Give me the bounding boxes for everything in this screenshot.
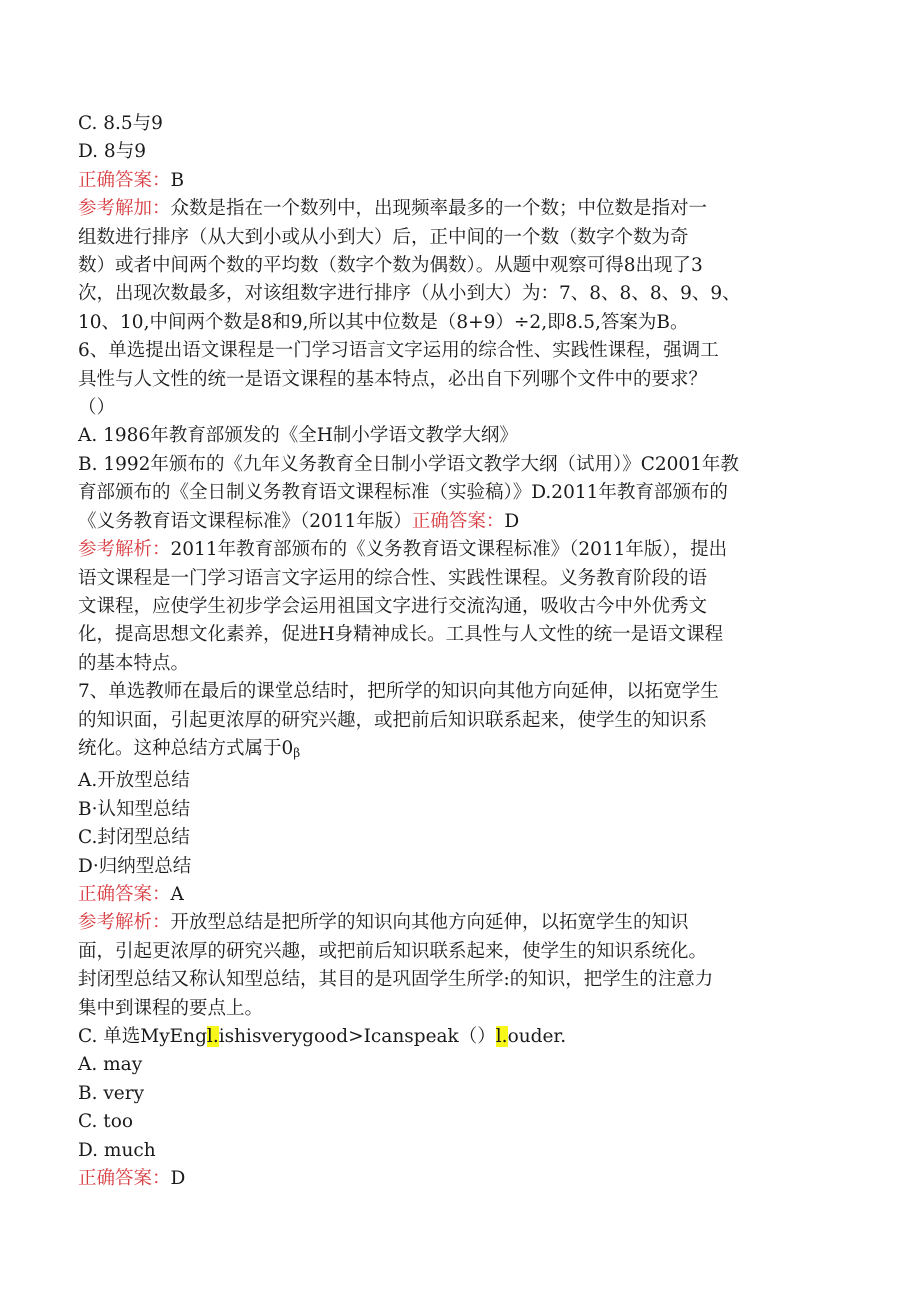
q7-option-d: D·归纳型总结: [78, 855, 192, 877]
stem-text: ouder.: [507, 1026, 567, 1047]
q7-answer: [78, 881, 848, 909]
option-d-tail: 《义务教育语文课程标准》（2011年版）: [78, 510, 412, 532]
q6-stem-line: 6、单选提出语文课程是一门学习语言文字运用的综合性、实践性课程，强调工: [78, 340, 719, 362]
q7-option-a: A.开放型总结: [78, 770, 190, 792]
q8-stem: [78, 1023, 848, 1051]
q6-option-a: A. 1986年教育部颁发的《全H制小学语文教学大纲》: [78, 425, 518, 447]
explain-text: 2011年教育部颁布的《义务教育语文课程标准》（2011年版），提出: [170, 539, 728, 561]
q8-option-b: B. very: [78, 1082, 145, 1104]
explain-label: 参考解析：: [78, 912, 171, 934]
q5-option-d: D. 8与9: [78, 141, 146, 163]
q6-explain-line: 文课程，应使学生初步学会运用祖国文字进行交流沟通，吸收古今中外优秀文: [78, 595, 708, 617]
stem-text: C. 单选MyEng: [78, 1026, 207, 1047]
q7-explain-line: 封闭型总结又称认知型总结，其目的是巩固学生所学:的知识，把学生的注意力: [78, 969, 714, 991]
q7-explain-line: [78, 909, 848, 937]
answer-label: 正确答案：: [78, 1168, 171, 1190]
q6-explain-line: 的基本特点。: [78, 652, 190, 674]
answer-value: B: [170, 169, 185, 191]
q8-option-a: A. may: [78, 1054, 143, 1076]
explain-label: 参考解析：: [78, 539, 171, 561]
answer-label: 正确答案：: [78, 169, 171, 191]
q6-explain-line: 语文课程是一门学习语言文字运用的综合性、实践性课程。义务教育阶段的语: [78, 567, 708, 589]
explain-text: 众数是指在一个数列中，出现频率最多的一个数；中位数是指对一: [170, 198, 708, 220]
q5-explain-line: 组数进行排序（从大到小或从小到大）后，正中间的一个数（数字个数为奇: [78, 226, 689, 248]
answer-value: A: [170, 883, 184, 905]
q6-option-d-answer: [78, 508, 848, 536]
q5-explain-line: [78, 195, 848, 223]
q7-option-b: B·认知型总结: [78, 798, 190, 820]
q6-stem-line: （）: [78, 397, 116, 419]
q7-stem-line: 的知识面，引起更浓厚的研究兴趣，或把前后知识联系起来，使学生的知识系: [78, 709, 708, 731]
q6-explain-line: [78, 536, 848, 564]
q7-explain-line: 集中到课程的要点上。: [78, 997, 264, 1019]
q5-explain-line: 数）或者中间两个数的平均数（数字个数为偶数）。从题中观察可得8出现了3: [78, 255, 703, 277]
stem-text: 统化。这种总结方式属于0: [78, 737, 294, 759]
q7-stem-line: [78, 735, 848, 767]
q5-answer: [78, 167, 848, 195]
q5-option-c: C. 8.5与9: [78, 113, 163, 134]
q6-explain-line: 化，提高思想文化素养，促进H身精神成长。工具性与人文性的统一是语文课程: [78, 624, 724, 646]
q6-options-line: B. 1992年颁布的《九年义务教育全日制小学语文教学大纲（试用）》C2001年教: [78, 453, 739, 475]
q7-option-c: C.封闭型总结: [78, 827, 190, 849]
answer-value: D: [504, 510, 520, 532]
q6-stem-line: 具性与人文性的统一是语文课程的基本特点，必出自下列哪个文件中的要求？: [78, 368, 708, 390]
answer-label: 正确答案：: [411, 510, 505, 532]
answer-value: D: [170, 1168, 186, 1190]
q8-option-d: D. much: [78, 1139, 156, 1161]
q8-option-c: C. too: [78, 1111, 133, 1133]
answer-label: 正确答案：: [78, 883, 171, 905]
q5-explain-line: 次，出现次数最多，对该组数字进行排序（从小到大）为：7、8、8、8、9、9、: [78, 283, 741, 305]
highlighted-text: l.: [495, 1026, 508, 1047]
stem-text: ishisverygood>Icanspeak（）: [218, 1026, 496, 1047]
explain-label: 参考解加：: [78, 198, 171, 220]
q6-options-line: 育部颁布的《全日制义务教育语文课程标准（实验稿）》D.2011年教育部颁布的: [78, 482, 728, 504]
q7-explain-line: 面，引起更浓厚的研究兴趣，或把前后知识联系起来，使学生的知识系统化。: [78, 940, 708, 962]
highlighted-text: l.: [206, 1026, 219, 1047]
stem-subscript: β: [293, 745, 301, 760]
explain-text: 开放型总结是把所学的知识向其他方向延伸，以拓宽学生的知识: [170, 912, 689, 934]
q8-answer: [78, 1165, 848, 1193]
document-page: [78, 110, 848, 1193]
q5-explain-line: 10、10,中间两个数是8和9,所以其中位数是（8+9）÷2,即8.5,答案为B。: [78, 311, 689, 333]
q7-stem-line: 7、单选教师在最后的课堂总结时，把所学的知识向其他方向延伸，以拓宽学生: [78, 681, 719, 703]
